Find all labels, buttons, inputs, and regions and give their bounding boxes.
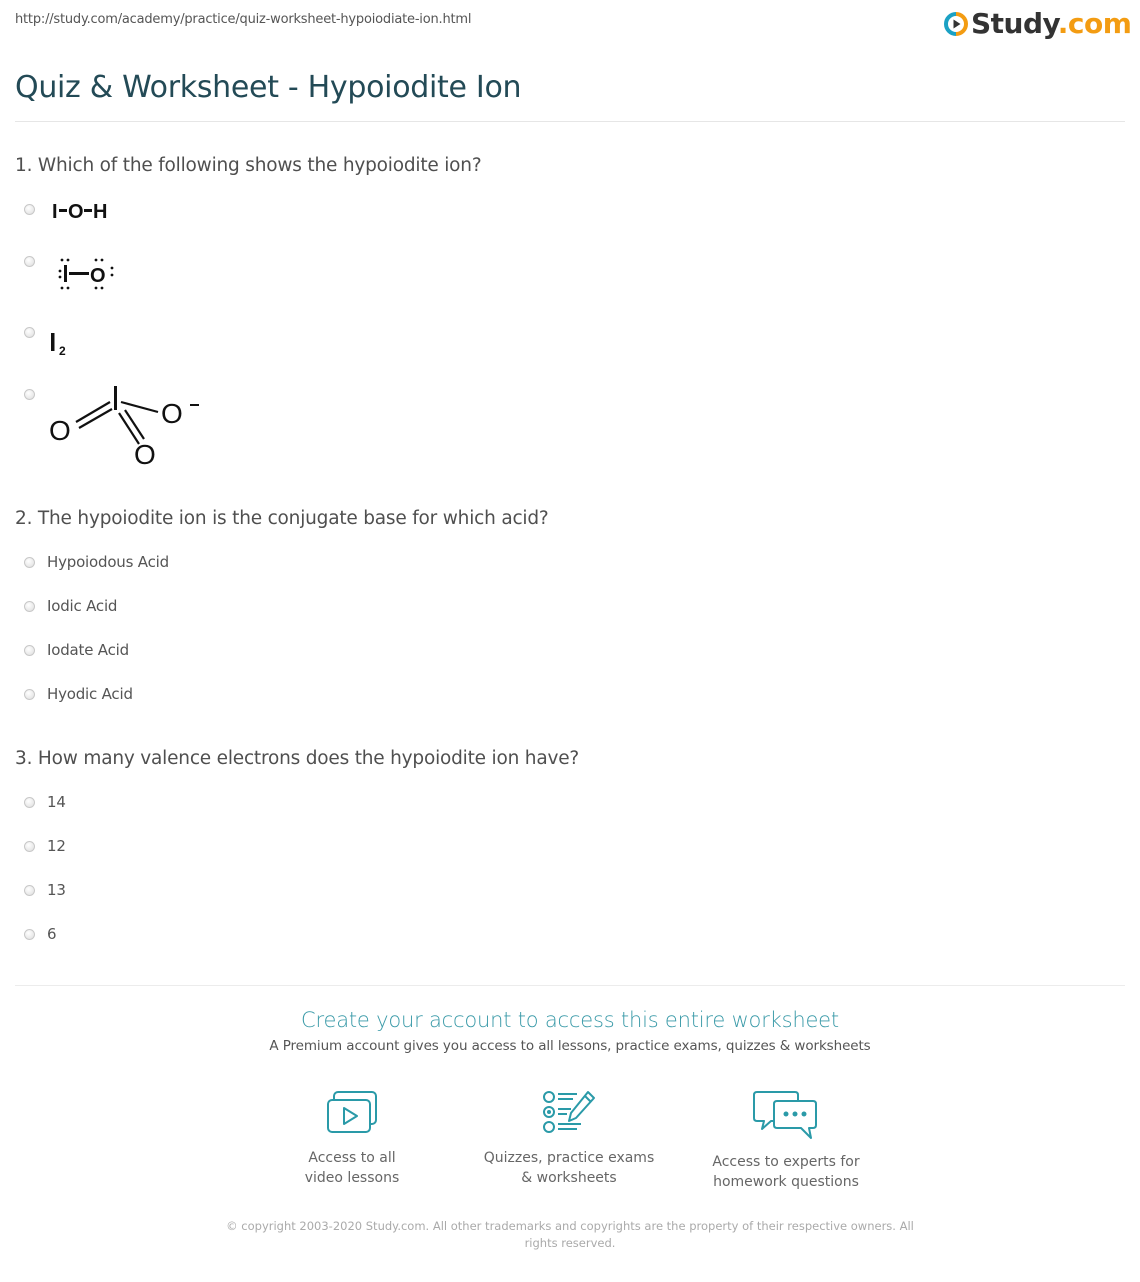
feature-video-lessons [252, 1090, 452, 1188]
study-logo[interactable] [944, 8, 1131, 40]
q1-option-2-radio[interactable] [24, 256, 35, 267]
q3-option-4-radio[interactable] [24, 929, 35, 940]
q2-option-4-radio[interactable] [24, 689, 35, 700]
svg-text:O: O [68, 201, 84, 223]
question-1: 1. Which of the following shows the hypoiodite ion? [15, 155, 482, 176]
feature-video-line1: Access to all [308, 1150, 396, 1166]
q3-option-3-radio[interactable] [24, 885, 35, 896]
cta-subtitle: A Premium account gives you access to all lessons, practice exams, quizzes & worksheets [269, 1038, 871, 1054]
q1-option-3-radio[interactable] [24, 327, 35, 338]
feature-quizzes-line2: & worksheets [521, 1170, 617, 1186]
feature-quizzes [469, 1090, 669, 1188]
divider [15, 121, 1125, 122]
q2-option-3-radio[interactable] [24, 645, 35, 656]
q1-option-4-image [48, 382, 208, 476]
feature-experts [686, 1090, 886, 1192]
q2-option-1-radio[interactable] [24, 557, 35, 568]
feature-experts-line1: Access to experts for [712, 1154, 860, 1170]
q1-option-4-radio[interactable] [24, 389, 35, 400]
svg-text:O: O [49, 415, 71, 446]
q3-option-4-label[interactable]: 6 [47, 925, 57, 943]
svg-text:2: 2 [59, 344, 66, 358]
q3-option-1-radio[interactable] [24, 797, 35, 808]
logo-text: Study.com [971, 7, 1132, 40]
page-url: http://study.com/academy/practice/quiz-worksheet-hypoiodiate-ion.html [15, 12, 472, 27]
video-lessons-icon [326, 1090, 378, 1136]
q2-option-1-label[interactable]: Hypoiodous Acid [47, 553, 169, 571]
copyright-text: © copyright 2003-2020 Study.com. All other trademarks and copyrights are the property of their respective owners. All rights reserved. [226, 1219, 914, 1250]
q3-option-1-label[interactable]: 14 [47, 793, 66, 811]
feature-quizzes-line1: Quizzes, practice exams [483, 1150, 655, 1166]
q3-option-3-label[interactable]: 13 [47, 881, 66, 899]
divider [15, 985, 1125, 986]
svg-text:H: H [93, 201, 108, 223]
quiz-checklist-icon [541, 1090, 597, 1136]
chat-bubbles-icon [753, 1090, 819, 1140]
q1-option-2-image [56, 254, 126, 298]
q3-option-2-label[interactable]: 12 [47, 837, 66, 855]
play-ring-icon [944, 12, 968, 36]
q3-option-2-radio[interactable] [24, 841, 35, 852]
create-account-link[interactable]: Create your account to access this entire worksheet [301, 1008, 839, 1032]
svg-text:O: O [161, 398, 183, 429]
q2-option-3-label[interactable]: Iodate Acid [47, 641, 129, 659]
q2-option-2-radio[interactable] [24, 601, 35, 612]
q1-option-1-radio[interactable] [24, 204, 35, 215]
svg-text:O: O [134, 439, 156, 470]
svg-text:O: O [90, 265, 106, 287]
q1-option-3-image [50, 330, 80, 364]
question-2: 2. The hypoiodite ion is the conjugate base for which acid? [15, 508, 549, 529]
page-title: Quiz & Worksheet - Hypoiodite Ion [15, 70, 522, 105]
svg-text:I: I [52, 201, 58, 223]
question-3: 3. How many valence electrons does the hypoiodite ion have? [15, 748, 580, 769]
feature-video-line2: video lessons [304, 1170, 400, 1186]
q2-option-4-label[interactable]: Hyodic Acid [47, 685, 133, 703]
feature-experts-line2: homework questions [713, 1174, 859, 1190]
footer [0, 1218, 1140, 1252]
q1-option-1-image [52, 199, 122, 227]
q2-option-2-label[interactable]: Iodic Acid [47, 597, 118, 615]
